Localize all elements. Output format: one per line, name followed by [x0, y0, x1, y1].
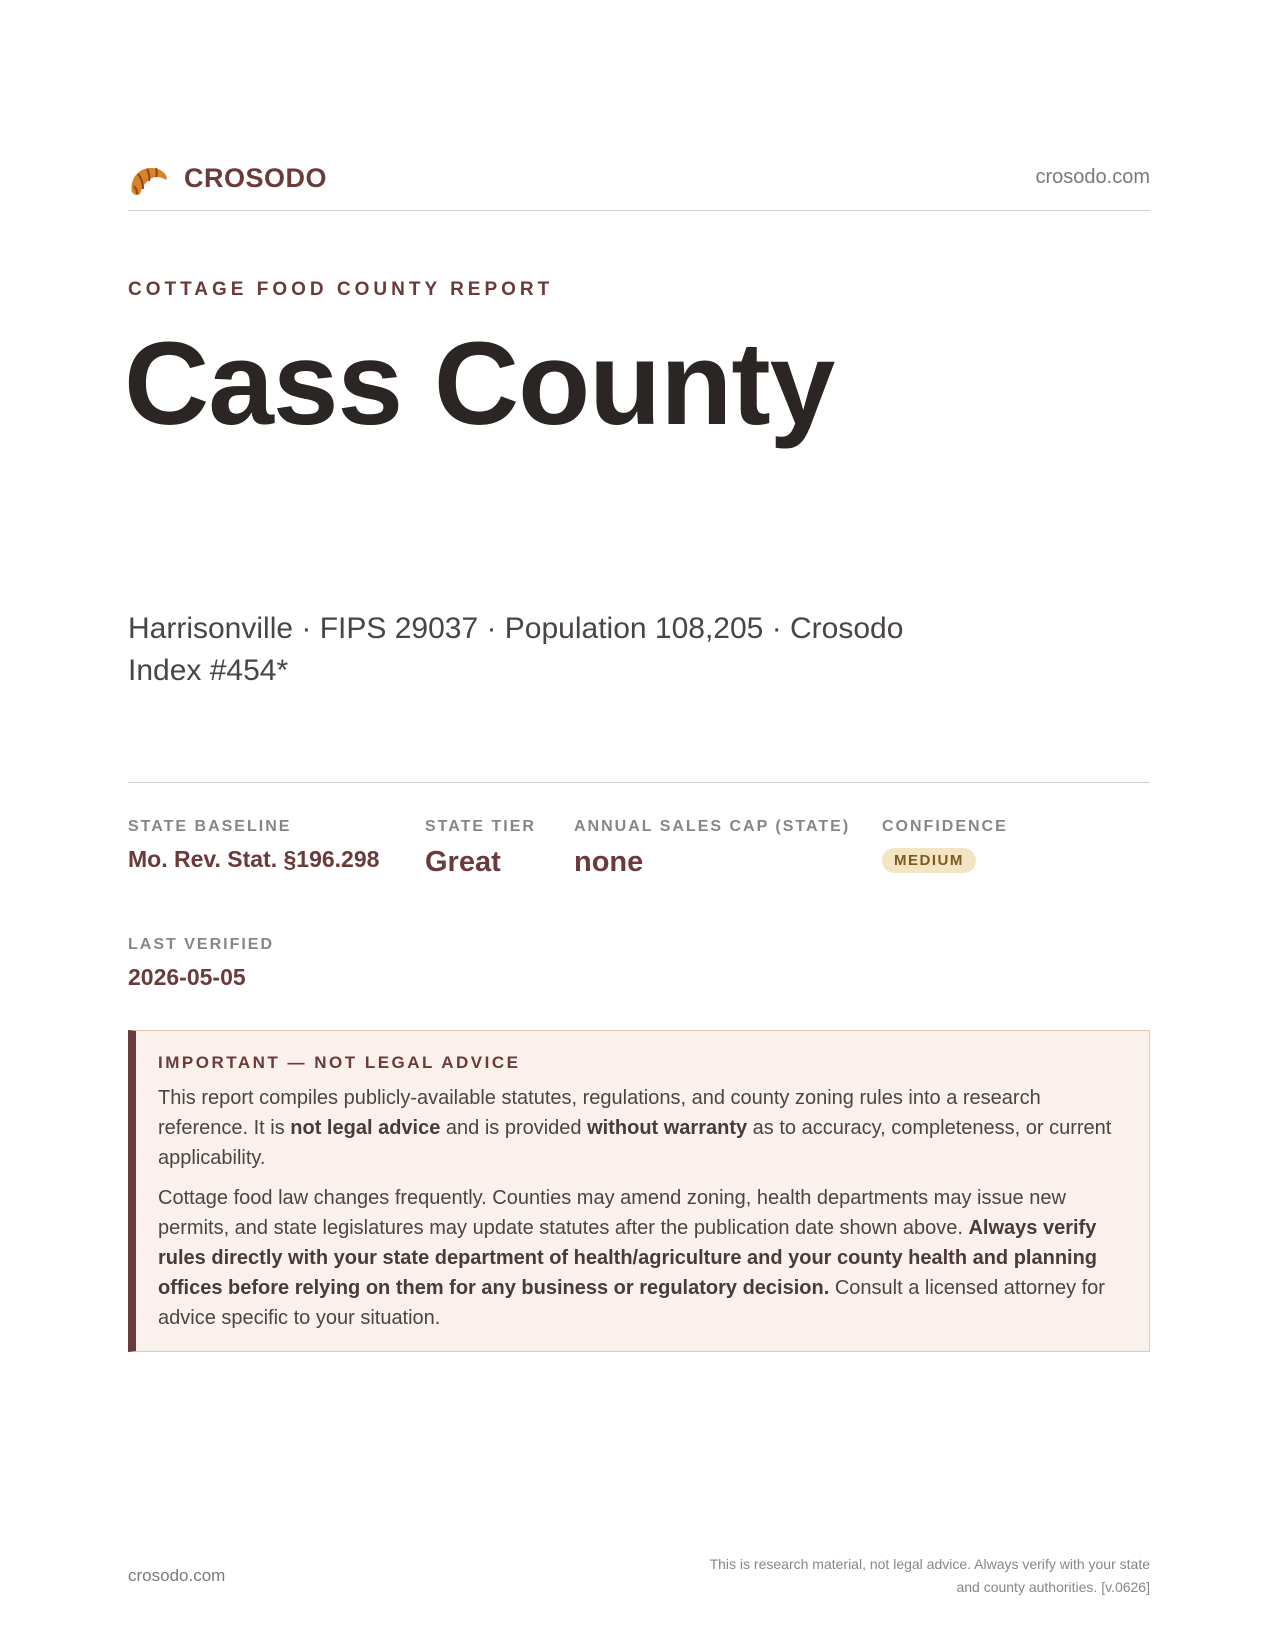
fact-sales-cap — [574, 818, 850, 879]
notice-emphasis: not legal advice — [290, 1117, 441, 1139]
fact-label: LAST VERIFIED — [128, 936, 275, 953]
notice-text: Consult a licensed attorney for advice specific to your situation. — [158, 1277, 1105, 1329]
fact-state-tier — [425, 818, 536, 879]
notice-paragraph — [158, 1083, 1133, 1173]
notice-title: IMPORTANT — NOT LEGAL ADVICE — [158, 1053, 521, 1072]
fact-value: 2026-05-05 — [128, 964, 246, 990]
page-title: Cass County — [124, 318, 835, 450]
report-page — [124, 0, 1150, 1650]
brand-name: CROSODO — [184, 163, 328, 193]
notice-text: and is provided — [440, 1117, 588, 1139]
legal-notice — [128, 1030, 1150, 1352]
report-eyebrow: COTTAGE FOOD COUNTY REPORT — [128, 279, 554, 300]
fact-value: Great — [425, 846, 501, 878]
footer-disclaimer — [630, 1553, 1150, 1599]
footer-site-url[interactable]: crosodo.com — [128, 1566, 226, 1585]
page-header — [128, 158, 1150, 211]
fact-state-baseline — [128, 818, 379, 873]
croissant-icon — [128, 162, 170, 200]
footer-line: This is research material, not legal advice. Always verify with your state — [709, 1556, 1150, 1572]
fact-label: ANNUAL SALES CAP (STATE) — [574, 818, 851, 835]
confidence-badge: MEDIUM — [882, 848, 976, 873]
fact-label: CONFIDENCE — [882, 818, 1008, 835]
notice-text: as to accuracy, completeness, or current applicability. — [158, 1117, 1112, 1169]
fact-confidence — [882, 818, 1008, 873]
notice-paragraph — [158, 1183, 1133, 1333]
notice-text: This report compiles publicly-available statutes, regulations, and county zoning rules into a research reference. It is — [158, 1087, 1041, 1139]
fact-value: Mo. Rev. Stat. §196.298 — [128, 846, 380, 872]
site-url[interactable]: crosodo.com — [1035, 166, 1150, 188]
fact-last-verified — [128, 936, 274, 991]
divider — [128, 782, 1150, 783]
notice-emphasis: without warranty — [587, 1117, 748, 1139]
notice-text: Cottage food law changes frequently. Counties may amend zoning, health departments may issue new permits, and state legislatures may update statutes after the publication date shown above. — [158, 1187, 1066, 1239]
footer-line: and county authorities. [v.0626] — [956, 1579, 1150, 1595]
fact-value: none — [574, 846, 644, 878]
notice-emphasis: Always verify rules directly with your state department of health/agriculture and your county health and planning offices before relying on them for any business or regulatory decision. — [158, 1217, 1098, 1299]
fact-label: STATE TIER — [425, 818, 536, 835]
fact-label: STATE BASELINE — [128, 818, 292, 835]
report-subtitle: Harrisonville · FIPS 29037 · Population 108,205 · Crosodo Index #454* — [128, 612, 904, 687]
